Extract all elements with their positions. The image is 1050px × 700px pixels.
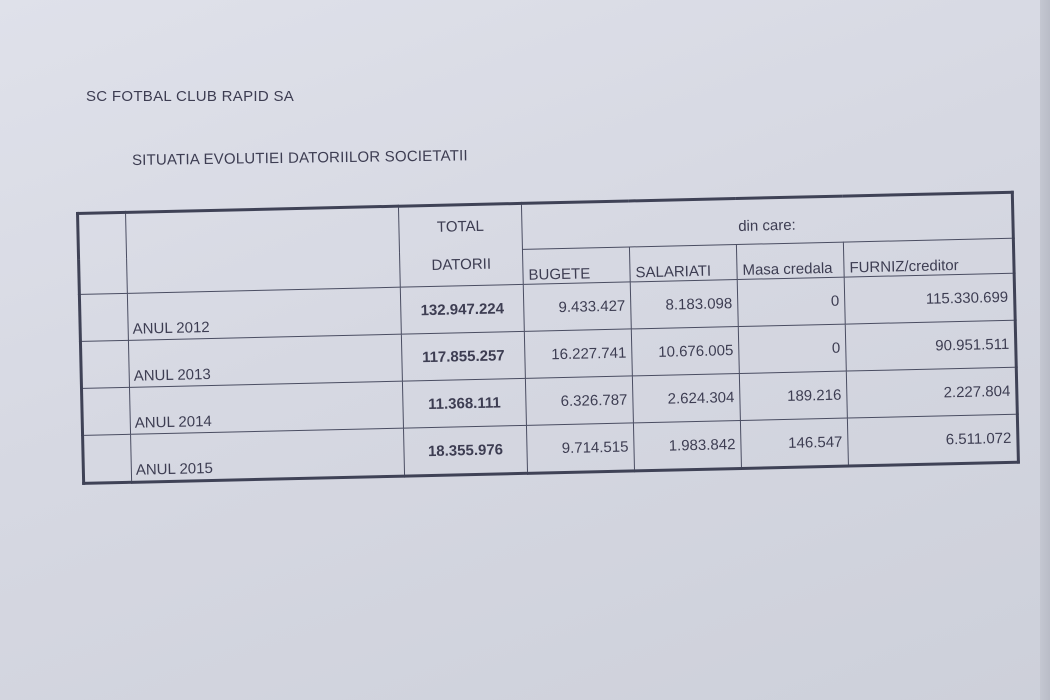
- label-header-cell: [126, 206, 401, 293]
- row-masa: 0: [738, 324, 846, 373]
- row-total: 11.368.111: [402, 378, 526, 428]
- row-blank-cell: [83, 434, 132, 483]
- row-bugete: 9.433.427: [523, 282, 631, 331]
- row-masa: 0: [737, 277, 845, 326]
- col-header-furniz: FURNIZ/creditor: [843, 238, 1014, 277]
- col-header-masa-credala: Masa credala: [736, 242, 844, 279]
- row-salariati: 1.983.842: [633, 420, 741, 470]
- total-label-line1: TOTAL: [436, 217, 485, 236]
- total-label-line2: DATORII: [431, 255, 492, 274]
- col-header-bugete: BUGETE: [522, 247, 630, 284]
- debt-table-container: [76, 191, 1020, 485]
- paper-edge: [1040, 0, 1050, 700]
- row-salariati: 10.676.005: [631, 327, 739, 376]
- row-blank-cell: [82, 387, 131, 435]
- document-title: SITUATIA EVOLUTIEI DATORIILOR SOCIETATII: [131, 147, 468, 169]
- row-furniz: 90.951.511: [845, 320, 1016, 371]
- row-total: 132.947.224: [400, 284, 524, 334]
- row-furniz: 2.227.804: [846, 367, 1017, 418]
- col-header-salariati: SALARIATI: [629, 245, 737, 282]
- row-label: ANUL 2014: [129, 381, 403, 434]
- row-bugete: 16.227.741: [524, 329, 632, 378]
- row-label: ANUL 2012: [127, 287, 401, 340]
- company-name: SC FOTBAL CLUB RAPID SA: [86, 88, 295, 105]
- row-masa: 146.547: [740, 418, 848, 468]
- row-furniz: 115.330.699: [844, 273, 1015, 324]
- blank-header-cell: [78, 212, 128, 294]
- debt-table: [76, 191, 1020, 485]
- row-label: ANUL 2015: [131, 428, 405, 482]
- row-blank-cell: [79, 293, 128, 341]
- row-masa: 189.216: [739, 371, 847, 420]
- row-total: 117.855.257: [401, 331, 525, 381]
- row-bugete: 9.714.515: [526, 423, 634, 473]
- row-blank-cell: [80, 340, 129, 388]
- row-label: ANUL 2013: [128, 334, 402, 387]
- row-salariati: 8.183.098: [630, 280, 738, 329]
- total-header-cell: [398, 203, 523, 287]
- row-bugete: 6.326.787: [525, 376, 633, 425]
- group-label: din care:: [738, 216, 796, 235]
- row-salariati: 2.624.304: [632, 373, 740, 422]
- row-furniz: 6.511.072: [847, 414, 1018, 466]
- row-total: 18.355.976: [403, 425, 527, 476]
